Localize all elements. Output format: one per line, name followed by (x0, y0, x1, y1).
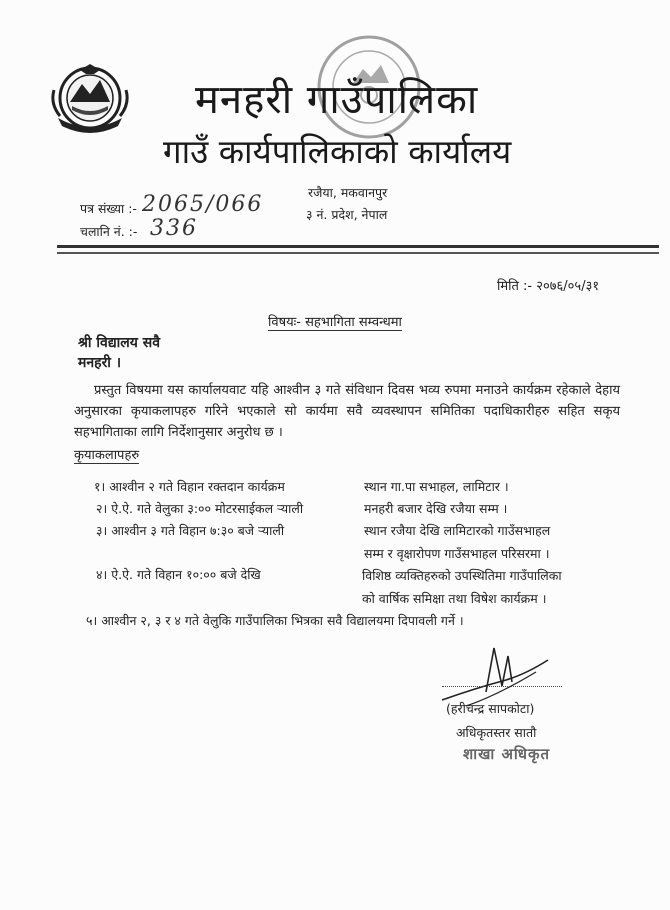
patra-sankhya-label: पत्र संख्या :- (80, 201, 137, 216)
addressee-line-2: मनहरी । (78, 355, 122, 371)
letter-date: मिति :- २०७६/०५/३१ (497, 279, 600, 294)
signatory-designation: अधिकृतस्तर सातौ (456, 725, 537, 740)
letter-subject: विषयः- सहभागिता सम्वन्धमा (268, 312, 402, 331)
activity-3-right: स्थान रजैया देखि लामिटारको गाउँसभाहल (364, 523, 551, 538)
signature-line (442, 686, 562, 687)
activity-3-right-cont: सम्म र वृक्षारोपण गाउँसभाहल परिसरमा । (364, 546, 550, 561)
header-divider-thin (57, 252, 659, 254)
address-line-1: रजैया, मकवानपुर (308, 185, 388, 200)
activity-5: ५। आश्वीन २, ३ र ४ गते वेलुकि गाउँपालिका भित्रका सवै विद्यालयमा दिपावली गर्ने । (86, 613, 464, 628)
activity-2-left: २। ऐ.ऐ. गते वेलुका ३:०० मोटरसाईकल ऱ्याली (96, 501, 304, 516)
chalani-number-label: चलानि नं. :- (80, 224, 138, 239)
activity-1-right: स्थान गा.पा सभाहल, लामिटार । (364, 479, 509, 494)
activity-4-right: विशिष्ठ व्यक्तिहरुको उपस्थितिमा गाउँपालिका (362, 568, 562, 583)
signatory-name: (हरीचन्द्र सापकोटा) (446, 701, 535, 716)
office-subtitle: गाउँ कार्यपालिकाको कार्यालय (163, 132, 512, 171)
activity-4-left: ४। ऐ.ऐ. गते विहान १०:०० बजे देखि (96, 567, 261, 582)
addressee-line-1: श्री विद्यालय सवै (78, 335, 161, 351)
emblem-icon (48, 60, 132, 134)
patra-sankhya-value: 2065/066 (142, 192, 264, 217)
header-divider (57, 245, 659, 248)
activity-4-right-cont: को वार्षिक समिक्षा तथा विषेश कार्यक्रम । (362, 591, 547, 606)
address-line-2: ३ नं. प्रदेश, नेपाल (306, 207, 388, 222)
activity-1-left: १। आश्वीन २ गते विहान रक्तदान कार्यक्रम (94, 479, 285, 494)
body-paragraph: प्रस्तुत विषयमा यस कार्यालयवाट यहि आश्वीन ३ गते संविधान दिवस भव्य रुपमा मनाउने कार्यक्रम रहेकाले देहाय अनुसारका कृयाकलापहरु गरिने भएकाले सो कार्यमा सवै व्यवस्थापन समितिका पदाधिकारीहरु सहित सकृय सहभागिताका लागि निर्देशानुसार अनुरोध छ । (74, 383, 620, 440)
activity-2-right: मनहरी बजार देखि रजैया सम्म । (364, 501, 508, 516)
activity-3-left: ३। आश्वीन ३ गते विहान ७:३० बजे ऱ्याली (96, 523, 285, 538)
activities-heading: कृयाकलापहरु (74, 445, 139, 464)
chalani-number-value: 336 (150, 216, 198, 241)
municipality-title: मनहरी गाउँपालिका (195, 77, 479, 123)
officer-stamp: शाखा अधिकृत (463, 745, 551, 763)
